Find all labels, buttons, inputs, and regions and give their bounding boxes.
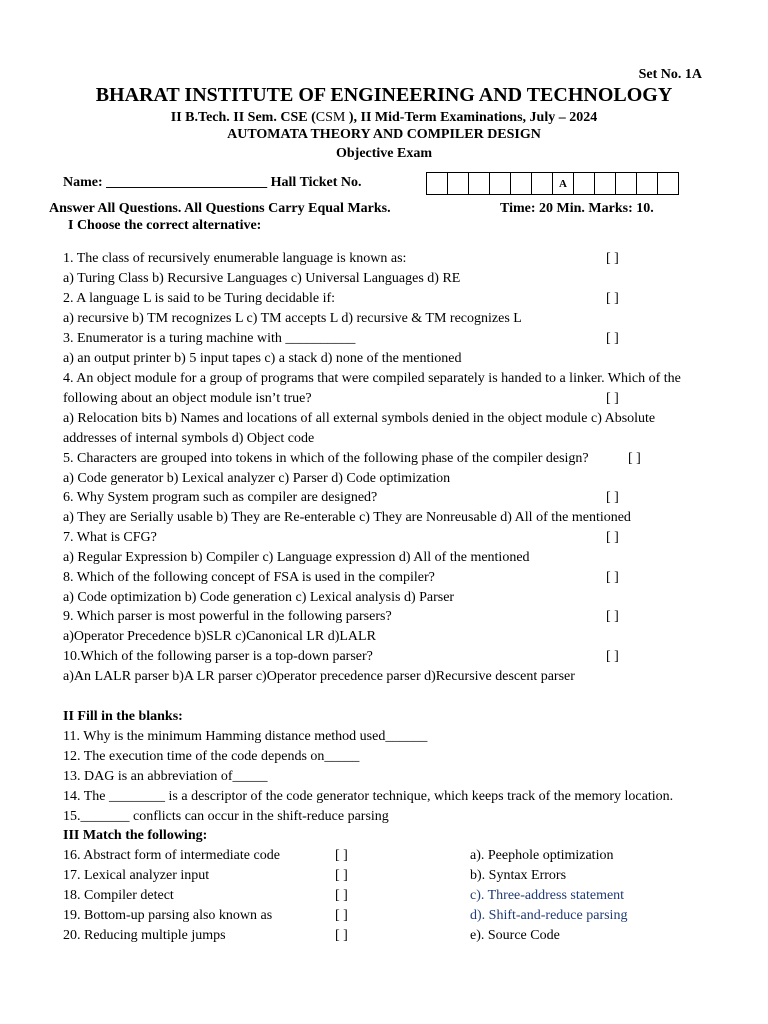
ticket-cell[interactable]: [616, 173, 637, 194]
ticket-cell[interactable]: A: [553, 173, 574, 194]
match-option: d). Shift-and-reduce parsing: [470, 908, 628, 923]
options-text: a) Code optimization b) Code generation c) Lexical analysis d) Parser: [63, 590, 455, 605]
ticket-cell[interactable]: [511, 173, 532, 194]
answer-bracket[interactable]: [ ]: [335, 928, 348, 943]
section-3-title: III Match the following:: [63, 828, 208, 843]
match-option: e). Source Code: [470, 928, 560, 943]
question-text: 1. The class of recursively enumerable language is known as:: [63, 251, 407, 266]
ticket-cell[interactable]: [595, 173, 616, 194]
match-option: c). Three-address statement: [470, 888, 625, 903]
blank-question: 13. DAG is an abbreviation of_____: [63, 769, 268, 784]
question-text: 7. What is CFG?: [63, 530, 157, 545]
course-line: [0, 110, 768, 126]
blank-question: 12. The execution time of the code depends on_____: [63, 749, 360, 764]
question-text: 6. Why System program such as compiler are designed?: [63, 490, 378, 505]
section-1-title: I Choose the correct alternative:: [68, 218, 262, 233]
course-prefix: II B.Tech. II Sem. CSE (: [170, 110, 316, 125]
answer-bracket[interactable]: [ ]: [606, 609, 619, 624]
answer-bracket[interactable]: [ ]: [606, 490, 619, 505]
answer-bracket[interactable]: [ ]: [606, 530, 619, 545]
answer-bracket[interactable]: [ ]: [335, 868, 348, 883]
question-text: 9. Which parser is most powerful in the following parsers?: [63, 609, 392, 624]
hall-ticket-grid[interactable]: [426, 172, 679, 195]
answer-bracket[interactable]: [ ]: [606, 649, 619, 664]
answer-bracket[interactable]: [ ]: [606, 570, 619, 585]
match-item: 19. Bottom-up parsing also known as: [63, 908, 273, 923]
answer-bracket[interactable]: [ ]: [606, 391, 619, 406]
ticket-cell[interactable]: [448, 173, 469, 194]
question-text: 5. Characters are grouped into tokens in which of the following phase of the compiler design?: [63, 451, 589, 466]
question-text: 2. A language L is said to be Turing decidable if:: [63, 291, 336, 306]
answer-bracket[interactable]: [ ]: [335, 908, 348, 923]
question-text: a) Relocation bits b) Names and locations of all external symbols denied in the object module c) Absolute: [63, 411, 656, 426]
options-text: a) Code generator b) Lexical analyzer c) Parser d) Code optimization: [63, 471, 451, 486]
answer-bracket[interactable]: [ ]: [606, 291, 619, 306]
ticket-cell[interactable]: [427, 173, 448, 194]
match-option: b). Syntax Errors: [470, 868, 567, 883]
time-marks: Time: 20 Min. Marks: 10.: [500, 201, 654, 216]
answer-bracket[interactable]: [ ]: [335, 848, 348, 863]
options-text: a) an output printer b) 5 input tapes c) a stack d) none of the mentioned: [63, 351, 462, 366]
question-text: 8. Which of the following concept of FSA is used in the compiler?: [63, 570, 435, 585]
ticket-cell[interactable]: [658, 173, 678, 194]
blank-question: 14. The ________ is a descriptor of the code generator technique, which keeps track of the memory location.: [63, 789, 674, 804]
match-option: a). Peephole optimization: [470, 848, 614, 863]
exam-type: Objective Exam: [335, 146, 433, 161]
blank-question: 11. Why is the minimum Hamming distance method used______: [63, 729, 428, 744]
question-text: 4. An object module for a group of programs that were compiled separately is handed to a linker. Which of the: [63, 371, 681, 386]
match-item: 17. Lexical analyzer input: [63, 868, 210, 883]
section-2-title: II Fill in the blanks:: [63, 709, 183, 724]
match-item: 20. Reducing multiple jumps: [63, 928, 226, 943]
options-text: following about an object module isn’t true?: [63, 391, 312, 406]
institute-name: BHARAT INSTITUTE OF ENGINEERING AND TECHNOLOGY: [95, 84, 673, 106]
answer-bracket[interactable]: [ ]: [335, 888, 348, 903]
match-item: 16. Abstract form of intermediate code: [63, 848, 280, 863]
question-text: 10.Which of the following parser is a top-down parser?: [63, 649, 373, 664]
blank-question: 15._______ conflicts can occur in the shift-reduce parsing: [63, 809, 389, 824]
set-number: Set No. 1A: [638, 67, 702, 82]
options-text: a)An LALR parser b)A LR parser c)Operator precedence parser d)Recursive descent parser: [63, 669, 575, 684]
answer-bracket[interactable]: [ ]: [606, 331, 619, 346]
ticket-cell[interactable]: [490, 173, 511, 194]
answer-bracket[interactable]: [ ]: [606, 251, 619, 266]
answer-bracket[interactable]: [ ]: [628, 451, 641, 466]
options-text: a) Regular Expression b) Compiler c) Language expression d) All of the mentioned: [63, 550, 530, 565]
options-text: a) Turing Class b) Recursive Languages c) Universal Languages d) RE: [63, 271, 461, 286]
course-suffix: ), II Mid-Term Examinations, July – 2024: [345, 110, 598, 125]
match-item: 18. Compiler detect: [63, 888, 174, 903]
ticket-cell[interactable]: [574, 173, 595, 194]
ticket-cell[interactable]: [469, 173, 490, 194]
options-text: a) They are Serially usable b) They are Re-enterable c) They are Nonreusable d) All of the mentioned: [63, 510, 631, 525]
options-text: addresses of internal symbols d) Object code: [63, 431, 315, 446]
instructions: Answer All Questions. All Questions Carry Equal Marks.: [49, 201, 391, 216]
name-field[interactable]: Name: _______________________ Hall Ticket No.: [63, 175, 362, 190]
subject-title: AUTOMATA THEORY AND COMPILER DESIGN: [227, 127, 541, 142]
ticket-cell[interactable]: [637, 173, 658, 194]
course-branch: CSM: [315, 110, 346, 125]
ticket-cell[interactable]: [532, 173, 553, 194]
options-text: a) recursive b) TM recognizes L c) TM accepts L d) recursive & TM recognizes L: [63, 311, 522, 326]
options-text: a)Operator Precedence b)SLR c)Canonical LR d)LALR: [63, 629, 376, 644]
question-text: 3. Enumerator is a turing machine with __________: [63, 331, 356, 346]
